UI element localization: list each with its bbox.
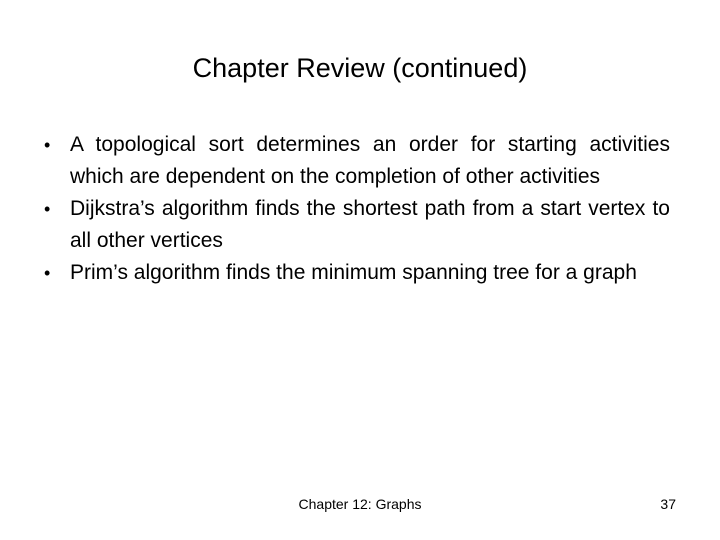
bullet-text: Dijkstra’s algorithm finds the shortest path from a start vertex to all other vertices — [70, 197, 670, 252]
bullet-item — [44, 129, 670, 193]
slide-number: 37 — [660, 496, 676, 512]
bullet-text: Prim’s algorithm finds the minimum spanning tree for a graph — [70, 261, 637, 284]
bullet-marker: • — [44, 263, 51, 283]
bullet-text: A topological sort determines an order for starting activities which are dependent on the completion of other activities — [70, 133, 670, 188]
bullet-list — [44, 129, 670, 289]
bullet-item — [44, 257, 670, 289]
bullet-item — [44, 193, 670, 257]
slide-footer — [0, 494, 720, 514]
footer-chapter-label: Chapter 12: Graphs — [298, 496, 422, 512]
bullet-marker: • — [44, 135, 51, 155]
slide-title: Chapter Review (continued) — [192, 53, 528, 83]
bullet-marker: • — [44, 199, 51, 219]
